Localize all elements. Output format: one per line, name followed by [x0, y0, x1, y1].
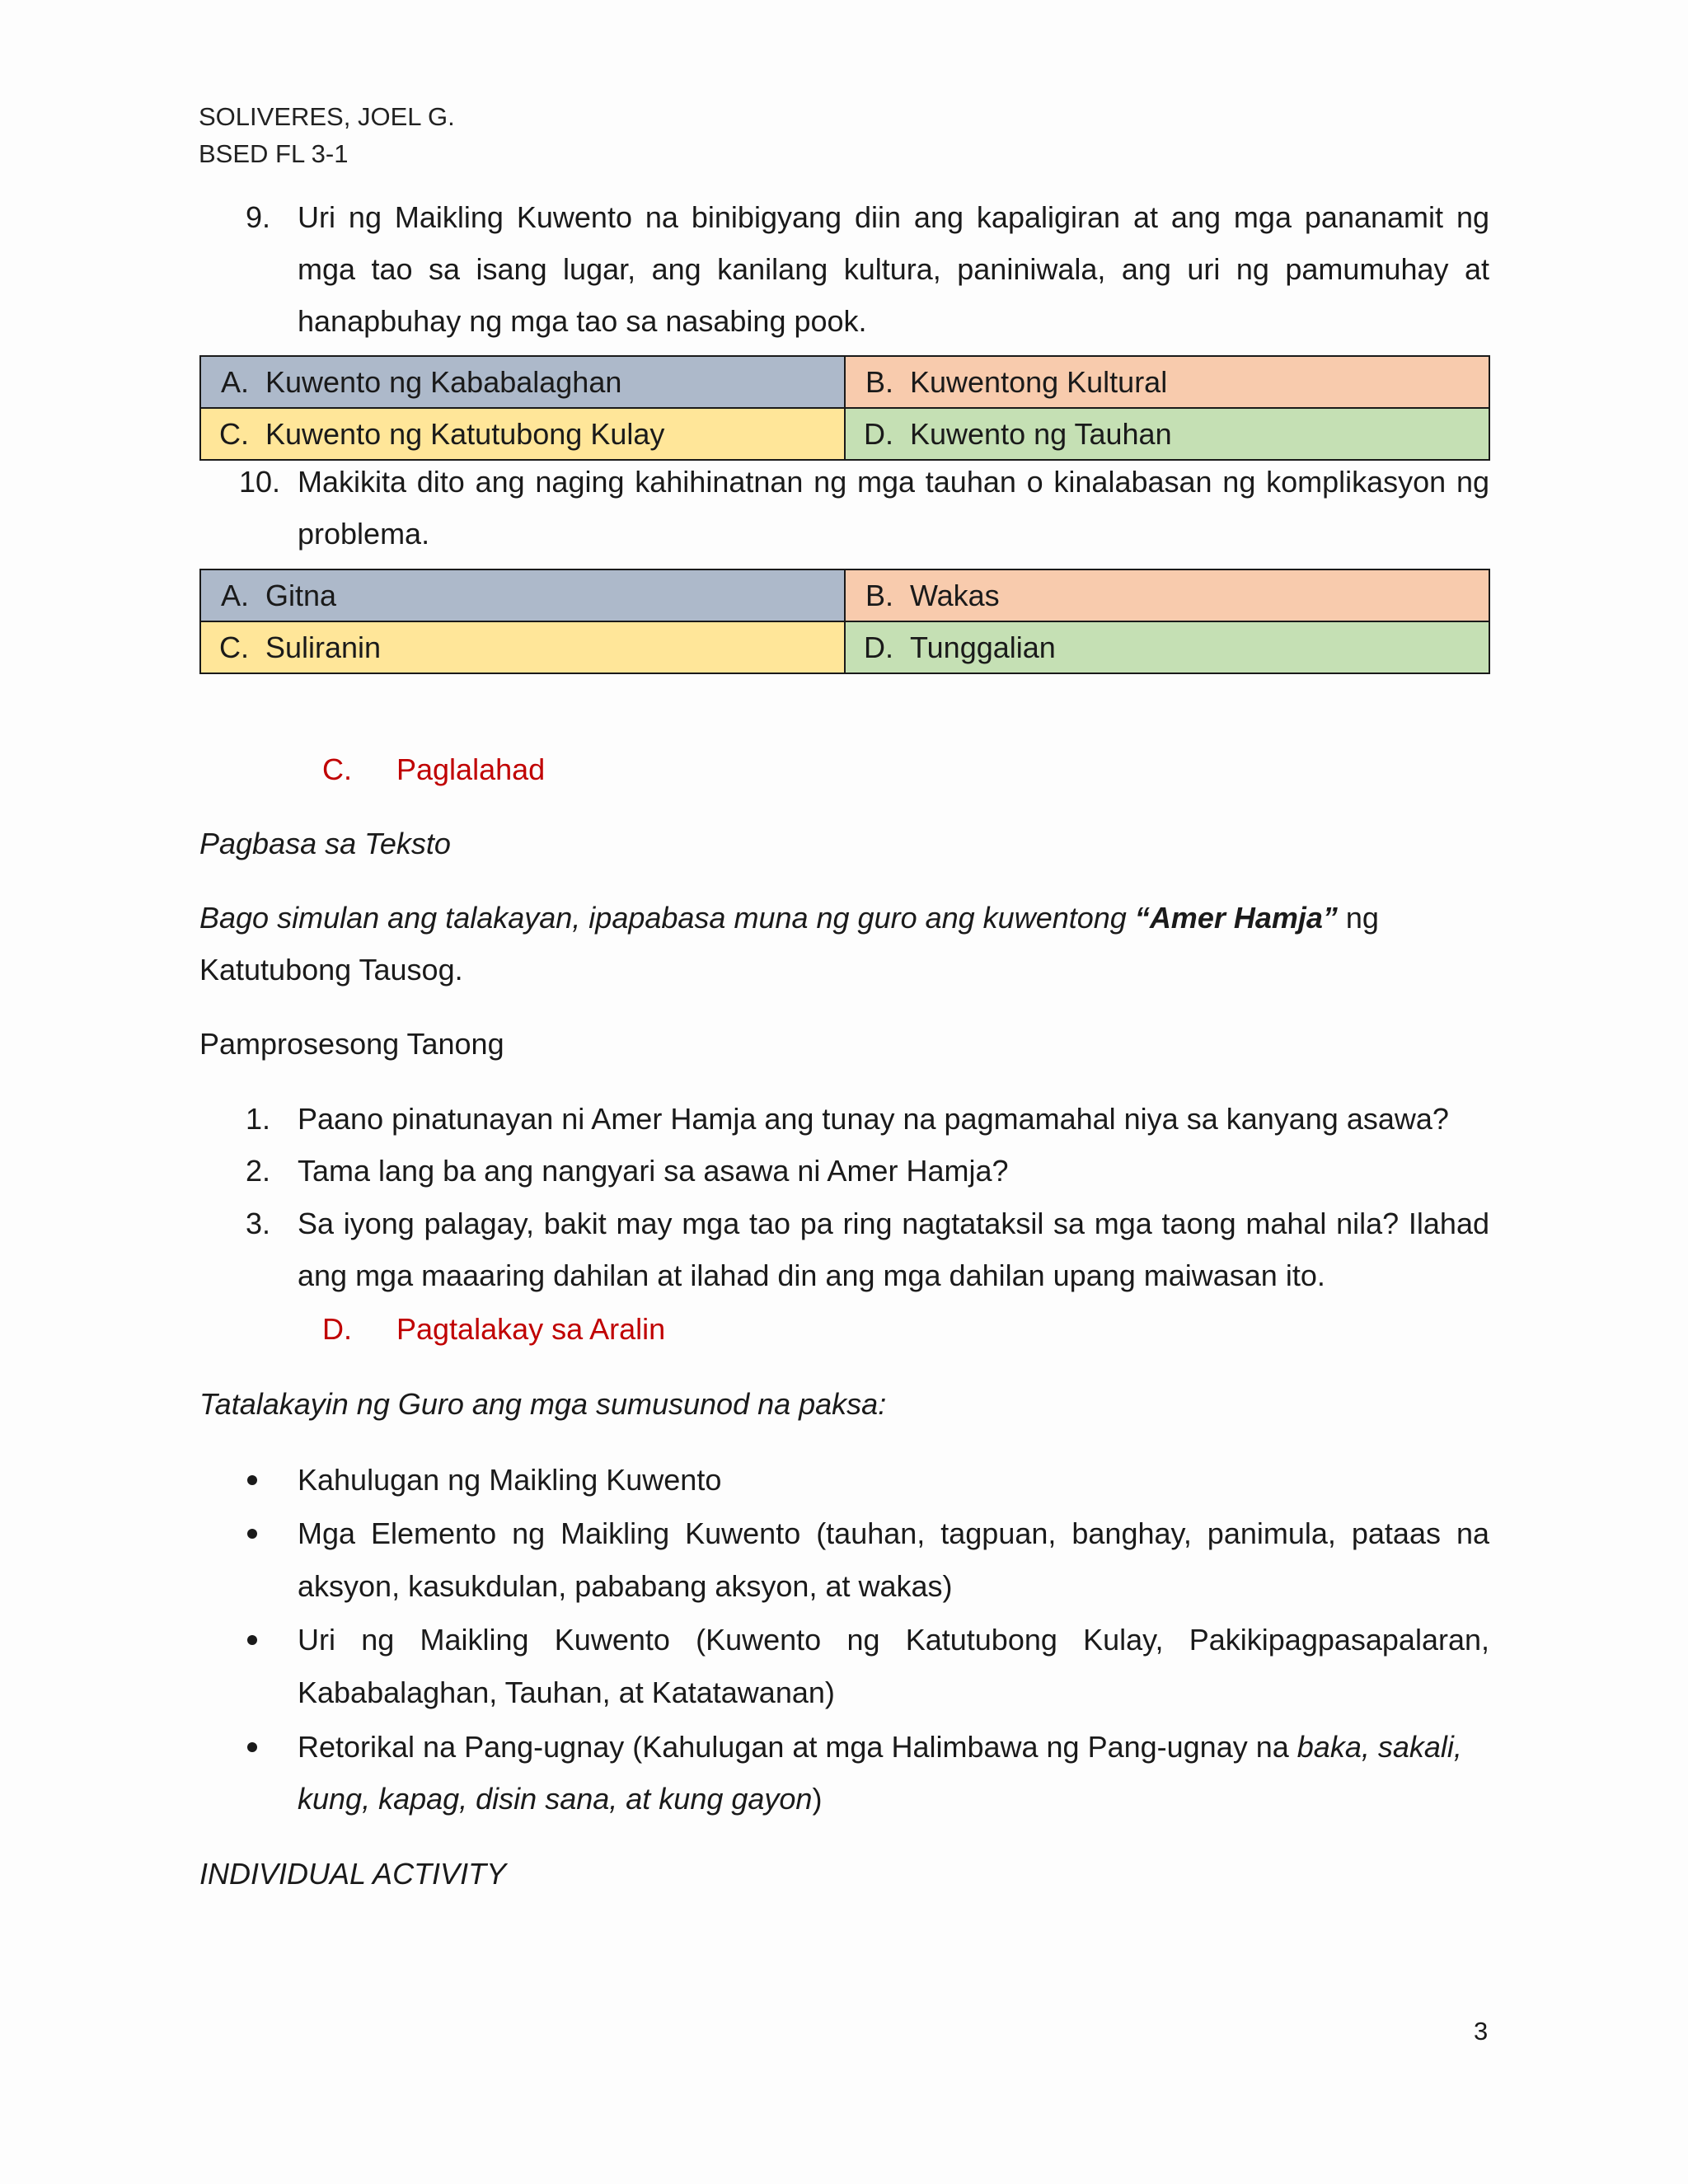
discussion-intro: Tatalakayin ng Guro ang mga sumusunod na paksa:: [199, 1387, 887, 1421]
option-d[interactable]: [845, 621, 1489, 673]
option-letter: D.: [864, 416, 893, 451]
section-c-title: Paglalahad: [396, 752, 546, 786]
option-letter: D.: [864, 630, 893, 664]
section-d-title: Pagtalakay sa Aralin: [396, 1312, 666, 1346]
question-9-number: 9.: [246, 200, 271, 234]
process-question-1-text: Paano pinatunayan ni Amer Hamja ang tunay na pagmamahal niya sa kanyang asawa?: [298, 1102, 1449, 1136]
process-questions-label: Pamprosesong Tanong: [199, 1027, 504, 1061]
question-9-line-3: hanapbuhay ng mga tao sa nasabing pook.: [298, 304, 867, 338]
reading-intro: [199, 901, 1379, 935]
reading-intro-line-2: Katutubong Tausog.: [199, 953, 463, 987]
topic-1: Kahulugan ng Maikling Kuwento: [298, 1463, 722, 1497]
topic-3-line-1: Uri ng Maikling Kuwento (Kuwento ng Katutubong Kulay, Pakikipagpasapalaran,: [298, 1623, 1489, 1657]
option-letter: C.: [219, 416, 249, 451]
option-letter: B.: [865, 578, 893, 612]
option-c[interactable]: [200, 621, 845, 673]
question-10-options: [199, 569, 1490, 674]
option-b[interactable]: [845, 569, 1489, 621]
option-text: Wakas: [910, 578, 1000, 612]
topic-2-line-2: aksyon, kasukdulan, pababang aksyon, at wakas): [298, 1569, 953, 1603]
reading-label: Pagbasa sa Teksto: [199, 827, 451, 860]
option-d[interactable]: [845, 408, 1489, 460]
topic-4-close: ): [812, 1782, 823, 1816]
topic-2-line-1: Mga Elemento ng Maikling Kuwento (tauhan, tagpuan, banghay, panimula, pataas na: [298, 1516, 1489, 1550]
process-question-1-number: 1.: [246, 1102, 271, 1136]
option-a[interactable]: [200, 356, 845, 408]
topic-3-line-2: Kababalaghan, Tauhan, at Katatawanan): [298, 1675, 835, 1709]
activity-label: INDIVIDUAL ACTIVITY: [199, 1857, 507, 1891]
option-text: Gitna: [265, 578, 337, 612]
question-9-line-1: Uri ng Maikling Kuwento na binibigyang diin ang kapaligiran at ang mga pananamit ng: [298, 200, 1489, 234]
topic-4-line-1: [298, 1730, 1489, 1765]
option-text: Kuwento ng Kababalaghan: [265, 364, 622, 399]
option-letter: A.: [220, 364, 249, 399]
process-question-2-text: Tama lang ba ang nangyari sa asawa ni Amer Hamja?: [298, 1154, 1009, 1188]
section-c-letter: C.: [322, 752, 352, 786]
section-d-letter: D.: [322, 1312, 352, 1346]
option-letter: C.: [219, 630, 249, 664]
story-title: “Amer Hamja”: [1134, 901, 1338, 935]
process-question-3-line-2: ang mga maaaring dahilan at ilahad din ang mga dahilan upang maiwasan ito.: [298, 1258, 1325, 1292]
topic-4-line-2: [298, 1782, 1489, 1816]
option-a[interactable]: [200, 569, 845, 621]
question-10-line-2: problema.: [298, 517, 430, 551]
process-question-2-number: 2.: [246, 1154, 271, 1188]
option-letter: A.: [220, 578, 249, 612]
question-10-number: 10.: [239, 465, 281, 499]
option-c[interactable]: [200, 408, 845, 460]
bullet-icon: [247, 1742, 257, 1752]
topic-4-text: Retorikal na Pang-ugnay (Kahulugan at mga Halimbawa ng Pang-ugnay na: [298, 1730, 1297, 1764]
student-name: SOLIVERES, JOEL G.: [199, 102, 455, 131]
option-text: Suliranin: [265, 630, 382, 664]
option-text: Kuwento ng Katutubong Kulay: [265, 416, 665, 451]
option-text: Kuwentong Kultural: [910, 364, 1168, 399]
question-9-line-2: mga tao sa isang lugar, ang kanilang kultura, paniniwala, ang uri ng pamumuhay at: [298, 252, 1489, 286]
question-10-line-1: Makikita dito ang naging kahihinatnan ng mga tauhan o kinalabasan ng komplikasyon ng: [298, 465, 1489, 499]
bullet-icon: [247, 1635, 257, 1645]
topic-4-examples-2: kung, kapag, disin sana, at kung gayon: [298, 1782, 813, 1816]
option-text: Tunggalian: [910, 630, 1056, 664]
option-b[interactable]: [845, 356, 1489, 408]
reading-intro-after: ng: [1337, 901, 1379, 935]
topic-4-examples: baka, sakali,: [1296, 1730, 1462, 1764]
student-section: BSED FL 3-1: [199, 139, 349, 168]
option-text: Kuwento ng Tauhan: [910, 416, 1172, 451]
reading-intro-text: Bago simulan ang talakayan, ipapabasa muna ng guro ang kuwentong: [199, 901, 1135, 935]
bullet-icon: [247, 1475, 257, 1485]
process-question-3-line-1: Sa iyong palagay, bakit may mga tao pa ring nagtataksil sa mga taong mahal nila? Ilahad: [298, 1207, 1489, 1240]
question-9-options: [199, 355, 1490, 461]
option-letter: B.: [865, 364, 893, 399]
process-question-3-number: 3.: [246, 1207, 271, 1240]
page-number: 3: [1474, 2017, 1489, 2046]
bullet-icon: [247, 1529, 257, 1539]
